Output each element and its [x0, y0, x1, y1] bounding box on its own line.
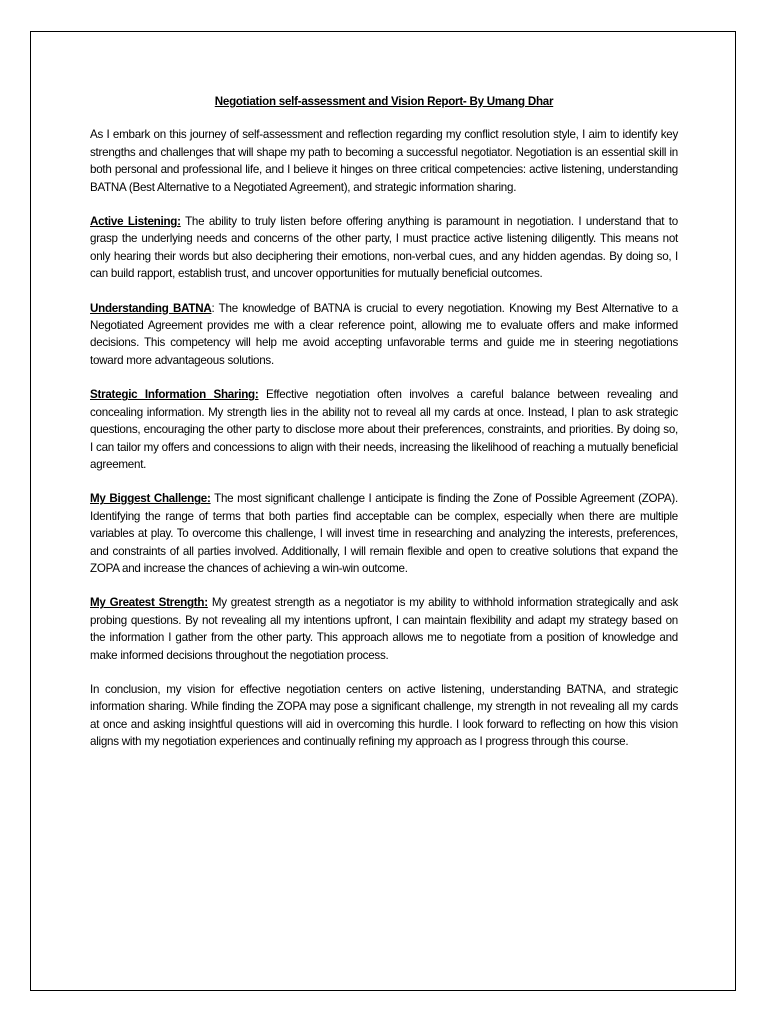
intro-paragraph: As I embark on this journey of self-assessment and reflection regarding my conflict resolution style, I aim to identify key strengths and challenges that will shape my path to becoming a successful negotiator. Negotiation is an essential skill in both personal and professional life, and I believe it hinges on three critical competencies: active listening, understanding BATNA (Best Alternative to a Negotiated Agreement), and strategic information sharing.: [90, 128, 678, 194]
section-heading: Strategic Information Sharing:: [90, 388, 259, 402]
section-heading: My Greatest Strength:: [90, 596, 208, 610]
section-understanding-batna: [90, 300, 678, 370]
section-body: My greatest strength as a negotiator is my ability to withhold information strategically and ask probing questions. By not revealing all my intentions upfront, I can maintain flexibility and adapt my strategy based on the information I gather from the other party. This approach allows me to negotiate from a position of knowledge and make informed decisions throughout the negotiation process.: [90, 596, 678, 662]
section-strategic-information-sharing: [90, 386, 678, 473]
section-greatest-strength: [90, 594, 678, 664]
section-active-listening: [90, 213, 678, 283]
section-body: Effective negotiation often involves a careful balance between revealing and concealing information. My strength lies in the ability not to reveal all my cards at once. Instead, I plan to ask strategic questions, encouraging the other party to disclose more about their preferences, constraints, and priorities. By doing so, I can tailor my offers and concessions to align with their needs, increasing the likelihood of reaching a mutually beneficial agreement.: [90, 388, 678, 471]
section-heading: My Biggest Challenge:: [90, 492, 211, 506]
conclusion-paragraph: In conclusion, my vision for effective negotiation centers on active listening, understanding BATNA, and strategic information sharing. While finding the ZOPA may pose a significant challenge, my strength in not revealing all my cards at once and asking insightful questions will aid in overcoming this hurdle. I look forward to reflecting on how this vision aligns with my negotiation experiences and continually refining my approach as I progress through this course.: [90, 682, 678, 749]
section-biggest-challenge: [90, 490, 678, 577]
section-body: : The knowledge of BATNA is crucial to every negotiation. Knowing my Best Alternative to a Negotiated Agreement provides me with a clear reference point, allowing me to evaluate offers and make informed decisions. This competency will help me avoid accepting unfavorable terms and guide me in steering negotiations toward more advantageous solutions.: [90, 301, 678, 367]
section-body: The ability to truly listen before offering anything is paramount in negotiation. I understand that to grasp the underlying needs and concerns of the other party, I must practice active listening diligently. This means not only hearing their words but also deciphering their emotions, non-verbal cues, and any hidden agendas. By doing so, I can build rapport, establish trust, and uncover opportunities for mutually beneficial outcomes.: [90, 215, 678, 281]
section-heading: Understanding BATNA: [90, 301, 212, 315]
document-body: [90, 93, 678, 768]
section-body: The most significant challenge I anticipate is finding the Zone of Possible Agreement (ZOPA). Identifying the range of terms that both parties find acceptable can be complex, especially when there are multiple variables at play. To overcome this challenge, I will invest time in researching and analyzing the interests, preferences, and constraints of all parties involved. Additionally, I will remain flexible and open to creative solutions that expand the ZOPA and increase the chances of achieving a win-win outcome.: [90, 492, 678, 575]
document-title: Negotiation self-assessment and Vision Report- By Umang Dhar: [214, 95, 554, 108]
section-heading: Active Listening:: [90, 215, 181, 229]
